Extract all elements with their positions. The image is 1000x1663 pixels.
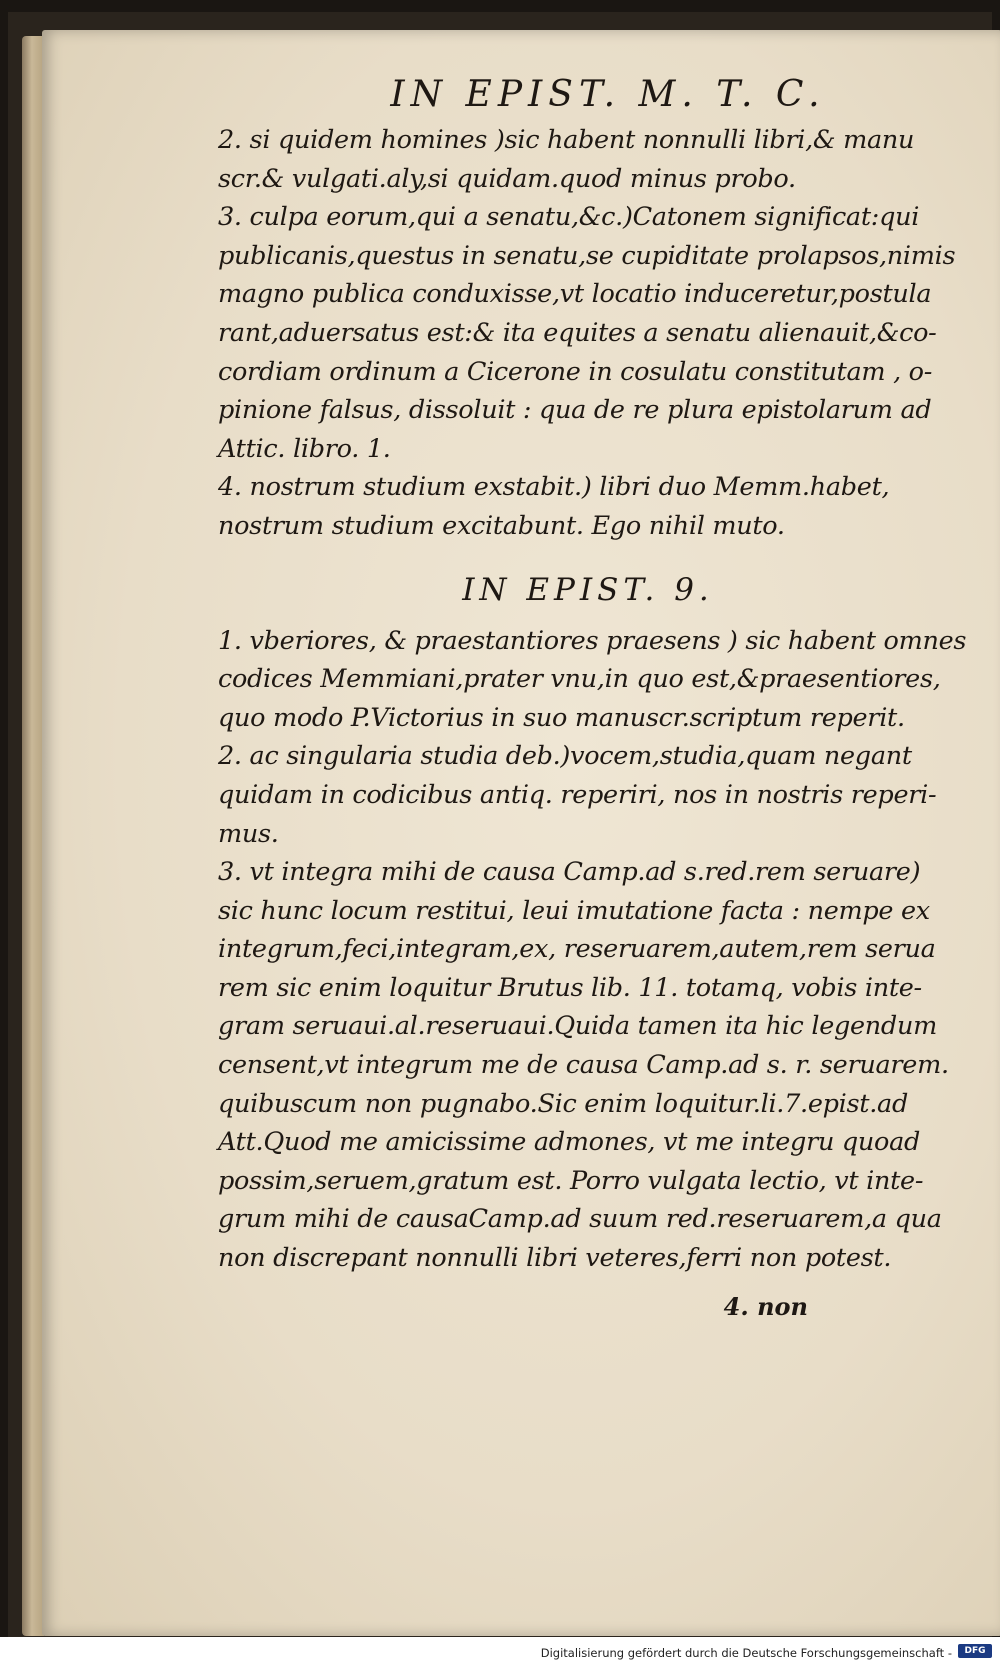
text-line: 1. vberiores, & praestantiores praesens ) sic habent omnes — [218, 625, 967, 656]
note-block-2 — [218, 622, 967, 1278]
text-line: grum mihi de causaCamp.ad suum red.reseruarem,a qua — [218, 1204, 942, 1235]
text-line: rem sic enim loquitur Brutus lib. 11. totamq, vobis inte- — [218, 972, 922, 1003]
text-line: magno publica conduxisse,vt locatio induceretur,postula — [218, 279, 932, 310]
note-block-1 — [218, 121, 958, 546]
text-line: gram seruaui.al.reseruaui.Quida tamen ita hic legendum — [218, 1011, 937, 1042]
text-line: 2. si quidem homines )sic habent nonnulli libri,& manu — [218, 125, 915, 155]
catchword: 4. non — [723, 1291, 808, 1321]
text-line: quidam in codicibus antiq. reperiri, nos in nostris reperi- — [218, 779, 937, 810]
text-line: quibuscum non pugnabo.Sic enim loquitur.li.7.epist.ad — [218, 1088, 908, 1119]
dfg-logo-icon: DFG — [958, 1644, 992, 1658]
section-head: IN EPIST. 9. — [462, 571, 714, 608]
text-line: cordiam ordinum a Cicerone in cosulatu constitutam , o- — [218, 356, 933, 387]
text-line: Attic. libro. 1. — [218, 433, 391, 464]
text-line: 4. nostrum studium exstabit.) libri duo Memm.habet, — [218, 472, 890, 503]
text-line: 3. vt integra mihi de causa Camp.ad s.red.rem seruare) — [218, 857, 921, 888]
text-area — [218, 74, 967, 1321]
running-head: IN EPIST. M. T. C. — [390, 74, 826, 115]
text-line: nostrum studium excitabunt. Ego nihil muto. — [218, 510, 785, 541]
text-line: pinione falsus, dissoluit : qua de re plura epistolarum ad — [218, 395, 932, 426]
text-line: publicanis,questus in senatu,se cupiditate prolapsos,nimis — [218, 240, 956, 271]
text-line: 2. ac singularia studia deb.)vocem,studia,quam negant — [218, 741, 912, 772]
text-line: possim,seruem,gratum est. Porro vulgata lectio, vt inte- — [218, 1165, 924, 1196]
text-line: quo modo P.Victorius in suo manuscr.scriptum reperit. — [218, 702, 905, 733]
text-line: scr.& vulgati.aly,si quidam.quod minus probo. — [218, 163, 796, 194]
text-line: Att.Quod me amicissime admones, vt me integru quoad — [218, 1127, 921, 1158]
text-line: non discrepant nonnulli libri veteres,ferri non potest. — [218, 1243, 892, 1274]
footer-bar — [0, 1637, 1000, 1663]
text-line: integrum,feci,integram,ex, reseruarem,autem,rem serua — [218, 934, 936, 965]
text-line: censent,vt integrum me de causa Camp.ad s. r. seruarem. — [218, 1050, 949, 1081]
page-edge — [22, 36, 44, 1636]
text-line: mus. — [218, 818, 279, 849]
text-line: sic hunc locum restitui, leui imutatione facta : nempe ex — [218, 895, 930, 926]
footer-credit: Digitalisierung gefördert durch die Deutsche Forschungsgemeinschaft - — [540, 1646, 952, 1660]
text-line: 3. culpa eorum,qui a senatu,&c.)Catonem significat:qui — [218, 202, 920, 233]
text-line: codices Memmiani,prater vnu,in quo est,&praesentiores, — [218, 664, 941, 695]
text-line: rant,aduersatus est:& ita equites a senatu alienauit,&co- — [218, 317, 937, 348]
